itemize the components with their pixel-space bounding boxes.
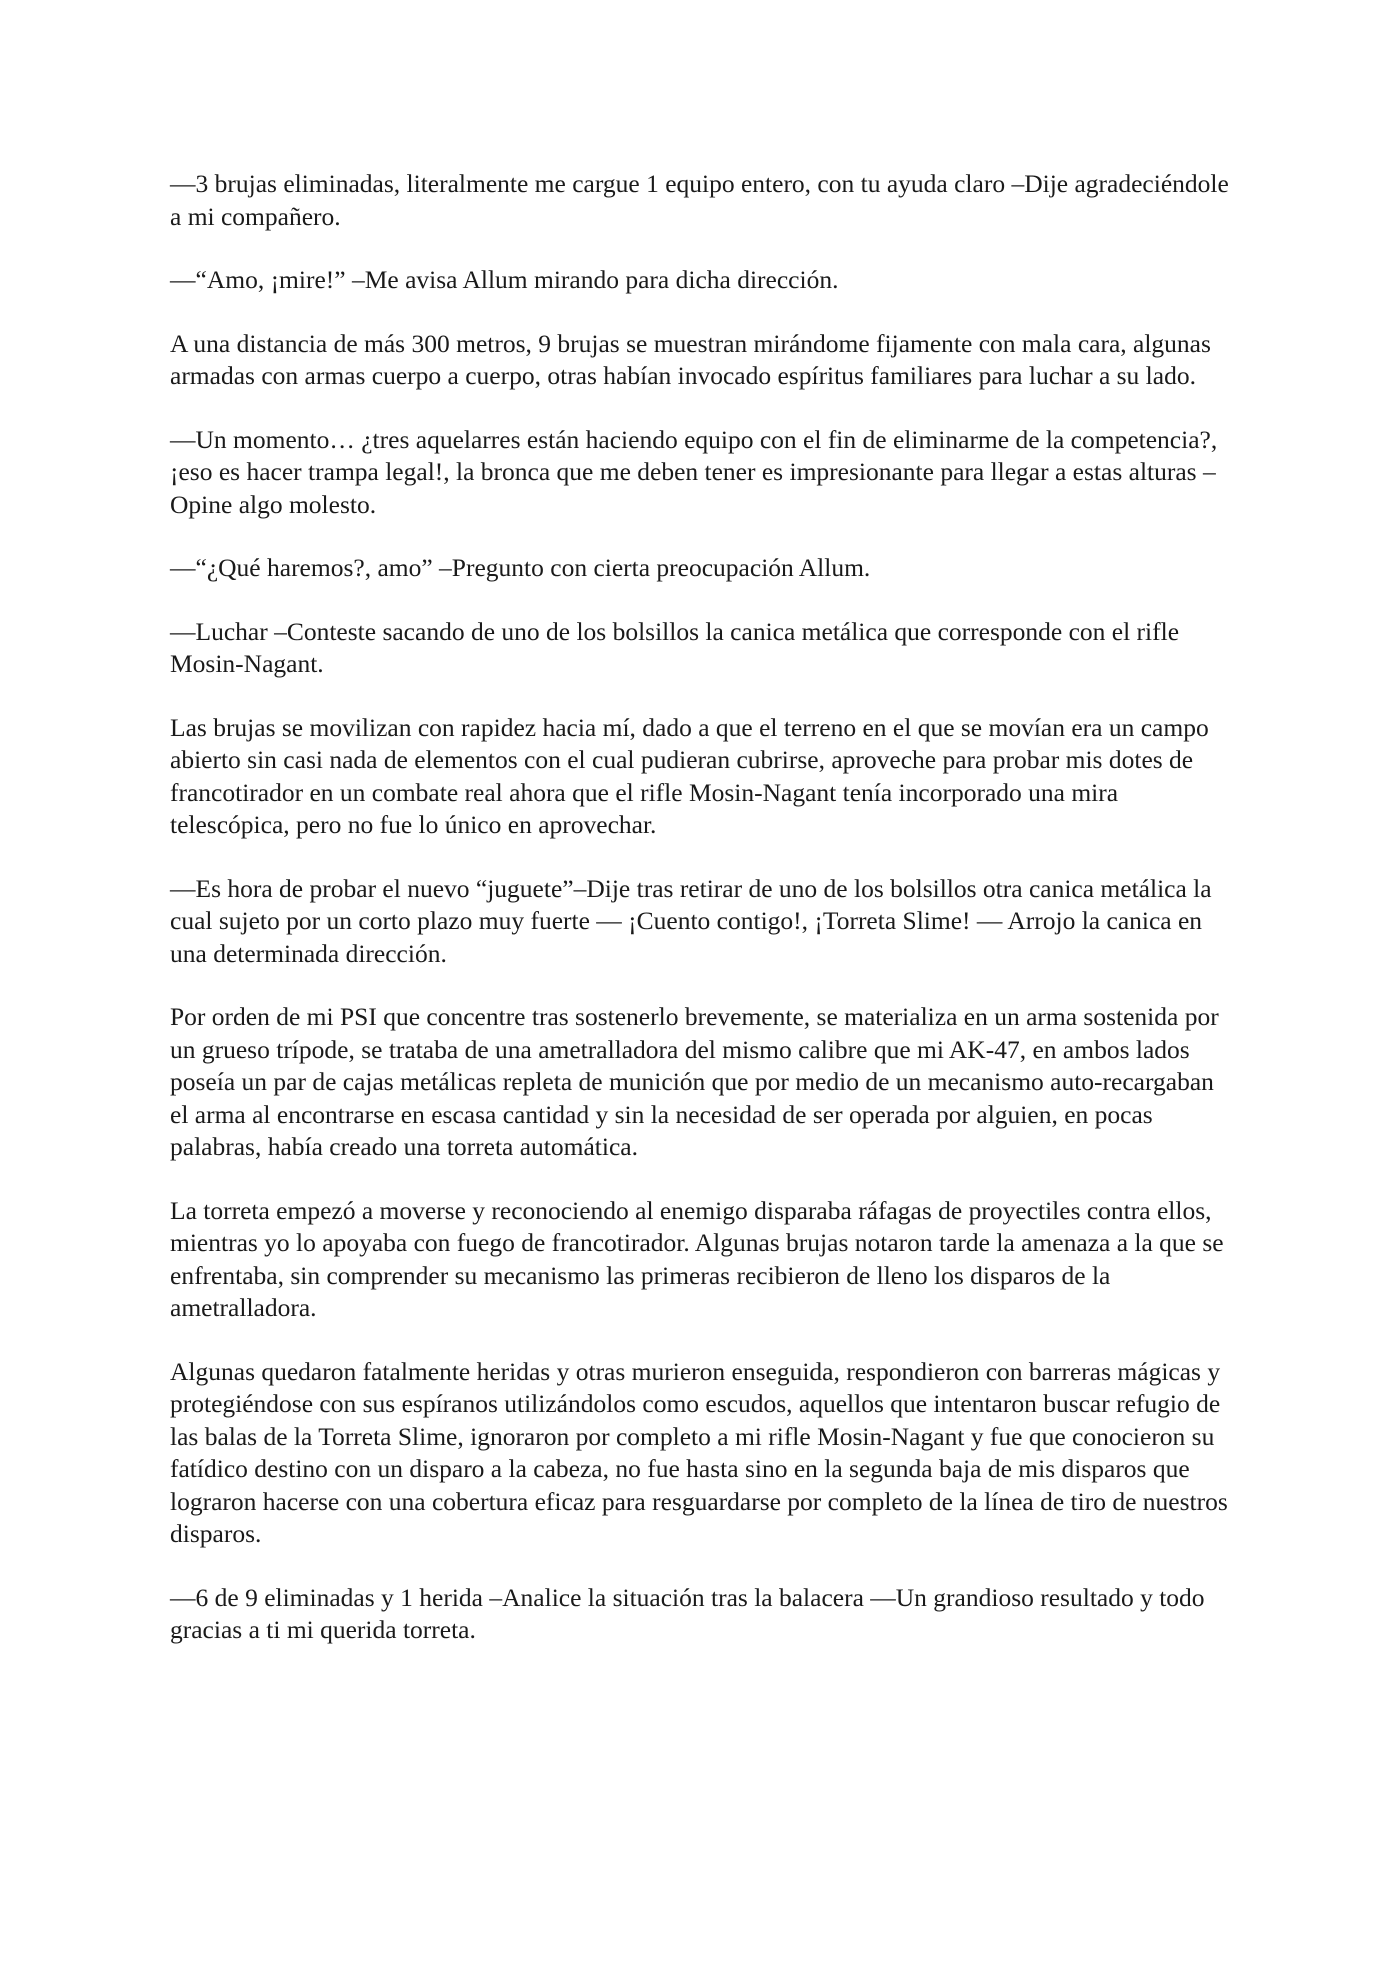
paragraph-9: Por orden de mi PSI que concentre tras sostenerlo brevemente, se materializa en un arma sostenida por un grueso trípode, se trataba de una ametralladora del mismo calibre que mi AK-47, en ambos lados poseía un par de cajas metálicas repleta de munición que por medio de un mecanismo auto-recargaban el arma al encontrarse en escasa cantidad y sin la necesidad de ser operada por alguien, en pocas palabras, había creado una torreta automática. xyxy=(170,1002,1219,1161)
paragraph-12: —6 de 9 eliminadas y 1 herida –Analice la situación tras la balacera —Un grandioso resultado y todo gracias a ti mi querida torreta. xyxy=(170,1582,1205,1644)
paragraph-8: —Es hora de probar el nuevo “juguete”–Dije tras retirar de uno de los bolsillos otra canica metálica la cual sujeto por un corto plazo muy fuerte — ¡Cuento contigo!, ¡Torreta Slime! — Arrojo la canica en una determinada dirección. xyxy=(170,873,1212,968)
paragraph-1: —3 brujas eliminadas, literalmente me cargue 1 equipo entero, con tu ayuda claro –Dije agradeciéndole a mi compañero. xyxy=(170,169,1229,231)
paragraph-6: —Luchar –Conteste sacando de uno de los bolsillos la canica metálica que corresponde con el rifle Mosin-Nagant. xyxy=(170,616,1180,678)
paragraph-4: —Un momento… ¿tres aquelarres están haciendo equipo con el fin de eliminarme de la competencia?, ¡eso es hacer trampa legal!, la bronca que me deben tener es impresionante para llegar a estas alturas –Opine algo molesto. xyxy=(170,424,1218,519)
paragraph-7: Las brujas se movilizan con rapidez hacia mí, dado a que el terreno en el que se movían era un campo abierto sin casi nada de elementos con el cual pudieran cubrirse, aproveche para probar mis dotes de francotirador en un combate real ahora que el rifle Mosin-Nagant tenía incorporado una mira telescópica, pero no fue lo único en aprovechar. xyxy=(170,712,1209,839)
body-text xyxy=(170,168,1230,1678)
paragraph-5: —“¿Qué haremos?, amo” –Pregunto con cierta preocupación Allum. xyxy=(170,553,871,582)
paragraph-10: La torreta empezó a moverse y reconociendo al enemigo disparaba ráfagas de proyectiles contra ellos, mientras yo lo apoyaba con fuego de francotirador. Algunas brujas notaron tarde la amenaza a la que se enfrentaba, sin comprender su mecanismo las primeras recibieron de lleno los disparos de la ametralladora. xyxy=(170,1195,1224,1322)
paragraph-2: —“Amo, ¡mire!” –Me avisa Allum mirando para dicha dirección. xyxy=(170,265,839,294)
paragraph-11: Algunas quedaron fatalmente heridas y otras murieron enseguida, respondieron con barreras mágicas y protegiéndose con sus espíranos utilizándolos como escudos, aquellos que intentaron buscar refugio de las balas de la Torreta Slime, ignoraron por completo a mi rifle Mosin-Nagant y fue que conocieron su fatídico destino con un disparo a la cabeza, no fue hasta sino en la segunda baja de mis disparos que lograron hacerse con una cobertura eficaz para resguardarse por completo de la línea de tiro de nuestros disparos. xyxy=(170,1356,1228,1548)
paragraph-3: A una distancia de más 300 metros, 9 brujas se muestran mirándome fijamente con mala cara, algunas armadas con armas cuerpo a cuerpo, otras habían invocado espíritus familiares para luchar a su lado. xyxy=(170,328,1211,390)
